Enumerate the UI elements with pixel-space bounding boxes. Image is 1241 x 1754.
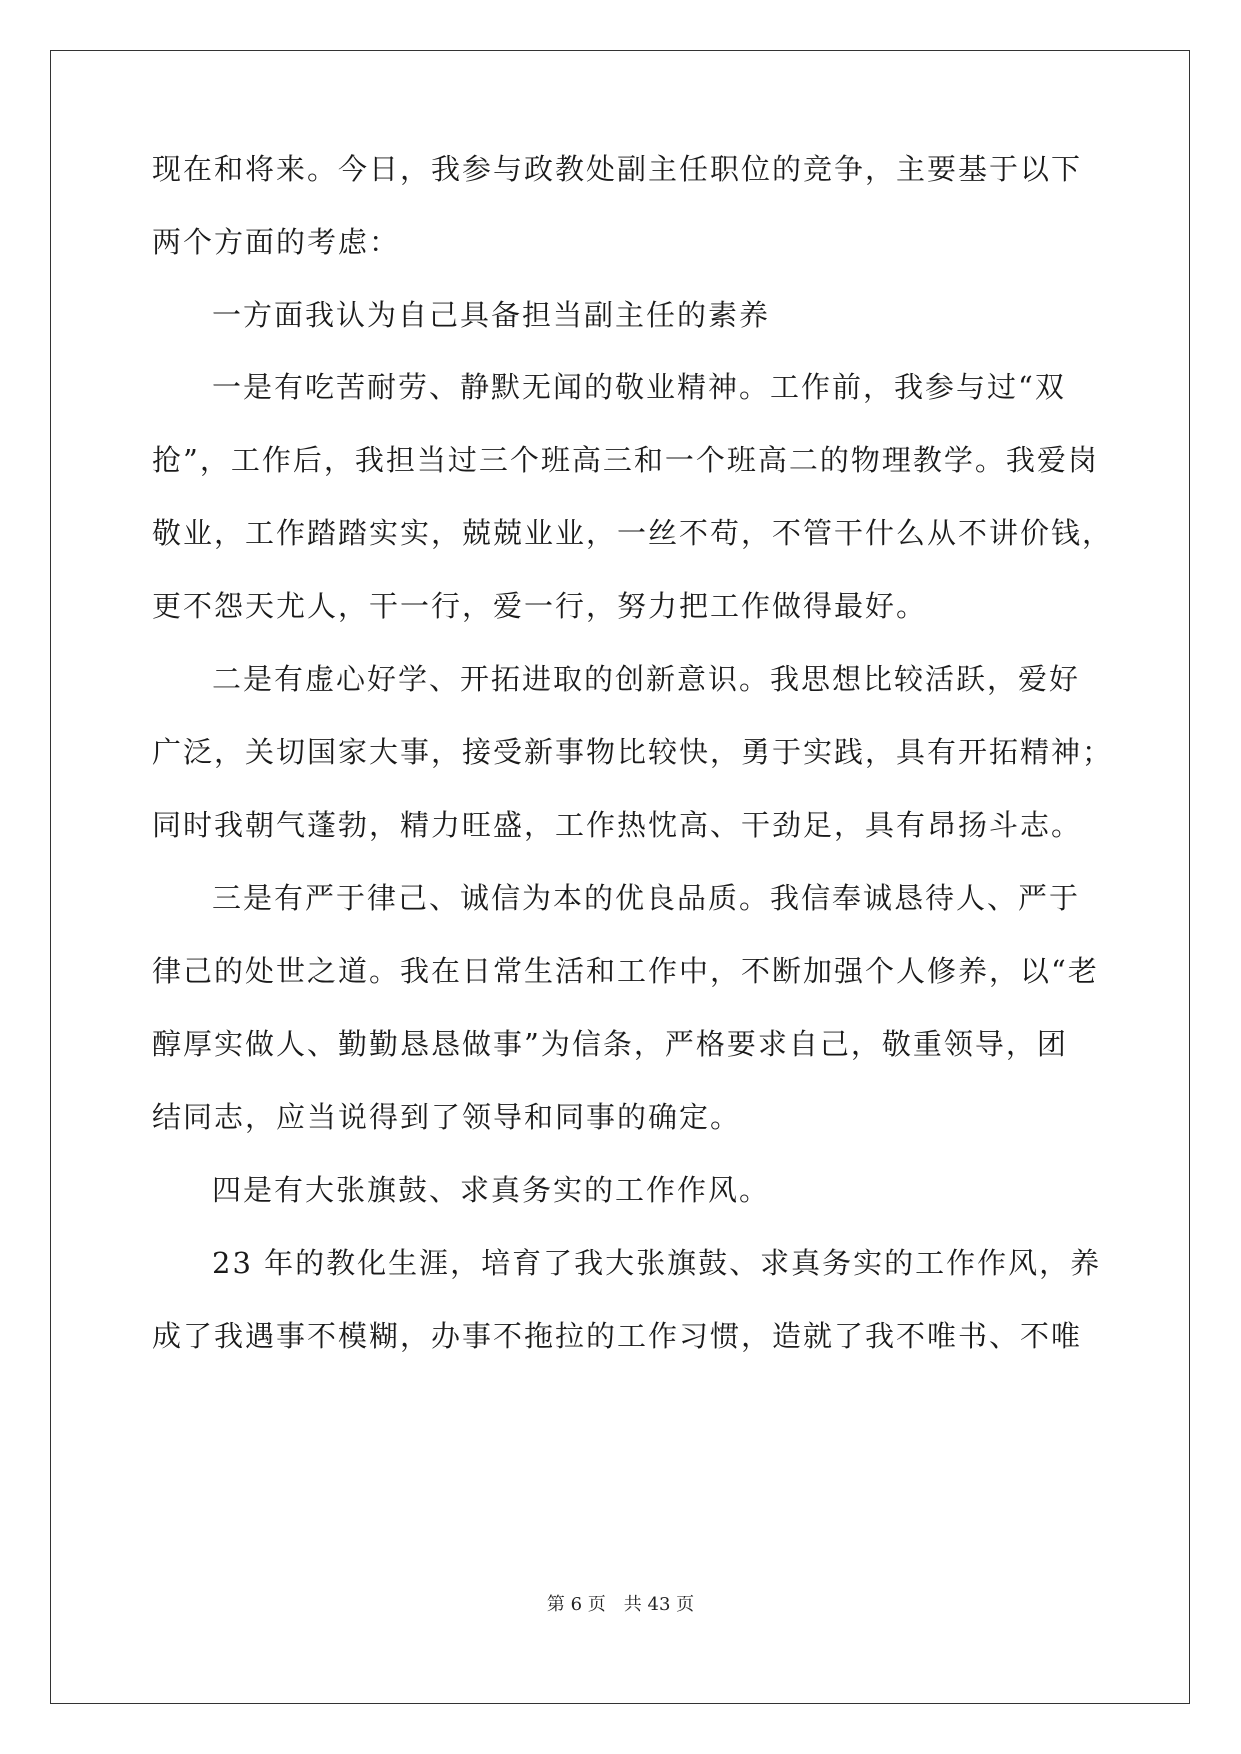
text-line: 同时我朝气蓬勃，精力旺盛，工作热忱高、干劲足，具有昂扬斗志。 [152, 808, 1083, 842]
text-line: 敬业，工作踏踏实实，兢兢业业，一丝不苟，不管干什么从不讲价钱， [152, 516, 1114, 550]
text-line: 结同志，应当说得到了领导和同事的确定。 [152, 1100, 742, 1134]
text-line: 三是有严于律己、诚信为本的优良品质。我信奉诚恳待人、严于 [212, 881, 1081, 915]
text-line: 醇厚实做人、勤勤恳恳做事”为信条，严格要求自己，敬重领导，团 [152, 1027, 1068, 1061]
text-line: 现在和将来。今日，我参与政教处副主任职位的竞争，主要基于以下 [152, 152, 1083, 186]
text-line: 一方面我认为自己具备担当副主任的素养 [212, 298, 771, 332]
page-number-footer: 第 6 页 共 43 页 [546, 1594, 695, 1615]
text-line: 更不怨天尤人，干一行，爱一行，努力把工作做得最好。 [152, 589, 928, 623]
text-line: 二是有虚心好学、开拓进取的创新意识。我思想比较活跃，爱好 [212, 662, 1081, 696]
text-line: 23 年的教化生涯，培育了我大张旗鼓、求真务实的工作作风，养 [212, 1246, 1102, 1280]
text-line: 四是有大张旗鼓、求真务实的工作作风。 [212, 1173, 771, 1207]
text-line: 律己的处世之道。我在日常生活和工作中，不断加强个人修养，以“老 [152, 954, 1099, 988]
text-line: 广泛，关切国家大事，接受新事物比较快，勇于实践，具有开拓精神； [152, 735, 1114, 769]
text-line: 两个方面的考虑： [152, 225, 401, 259]
text-line: 一是有吃苦耐劳、静默无闻的敬业精神。工作前，我参与过“双 [212, 370, 1066, 404]
text-line: 抢”，工作后，我担当过三个班高三和一个班高二的物理教学。我爱岗 [152, 443, 1099, 477]
text-line: 成了我遇事不模糊，办事不拖拉的工作习惯，造就了我不唯书、不唯 [152, 1319, 1083, 1353]
